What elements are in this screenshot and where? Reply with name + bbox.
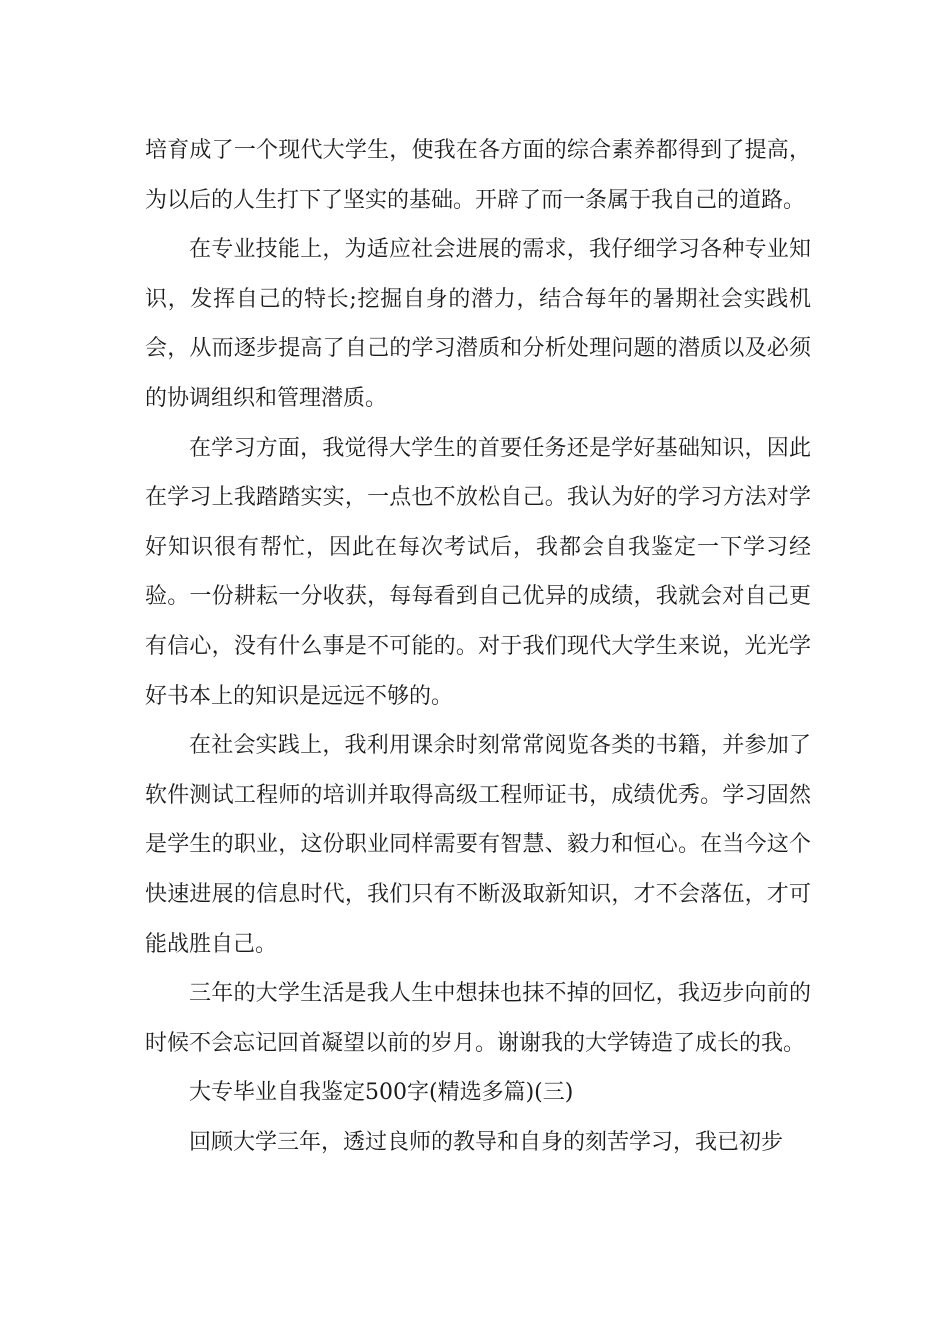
paragraph-professional-skills: 在专业技能上，为适应社会进展的需求，我仔细学习各种专业知识，发挥自己的特长;挖掘自身的潜力，结合每年的暑期社会实践机会，从而逐步提高了自己的学习潜质和分析处理问题的潜质以及必须的协调组织和管理潜质。 [145,237,811,411]
paragraph-study: 在学习方面，我觉得大学生的首要任务还是学好基础知识，因此在学习上我踏踏实实，一点也不放松自己。我认为好的学习方法对学好知识很有帮忙，因此在每次考试后，我都会自我鉴定一下学习经验。一份耕耘一分收获，每每看到自己优异的成绩，我就会对自己更有信心，没有什么事是不可能的。对于我们现代大学生来说，光光学好书本上的知识是远远不够的。 [145,435,811,709]
paragraph-conclusion: 三年的大学生活是我人生中想抹也抹不掉的回忆，我迈步向前的时候不会忘记回首凝望以前的岁月。谢谢我的大学铸造了成长的我。 [145,981,811,1056]
paragraph-continuation: 培育成了一个现代大学生，使我在各方面的综合素养都得到了提高，为以后的人生打下了坚实的基础。开辟了而一条属于我自己的道路。 [145,138,811,213]
paragraph-social-practice: 在社会实践上，我利用课余时刻常常阅览各类的书籍，并参加了软件测试工程师的培训并取得高级工程师证书，成绩优秀。学习固然是学生的职业，这份职业同样需要有智慧、毅力和恒心。在当今这个快速进展的信息时代，我们只有不断汲取新知识，才不会落伍，才可能战胜自己。 [145,733,811,957]
paragraph-review: 回顾大学三年，透过良师的教导和自身的刻苦学习，我已初步 [189,1129,784,1155]
document-body [145,126,811,1167]
section-heading: 大专毕业自我鉴定500字(精选多篇)(三) [189,1080,574,1106]
